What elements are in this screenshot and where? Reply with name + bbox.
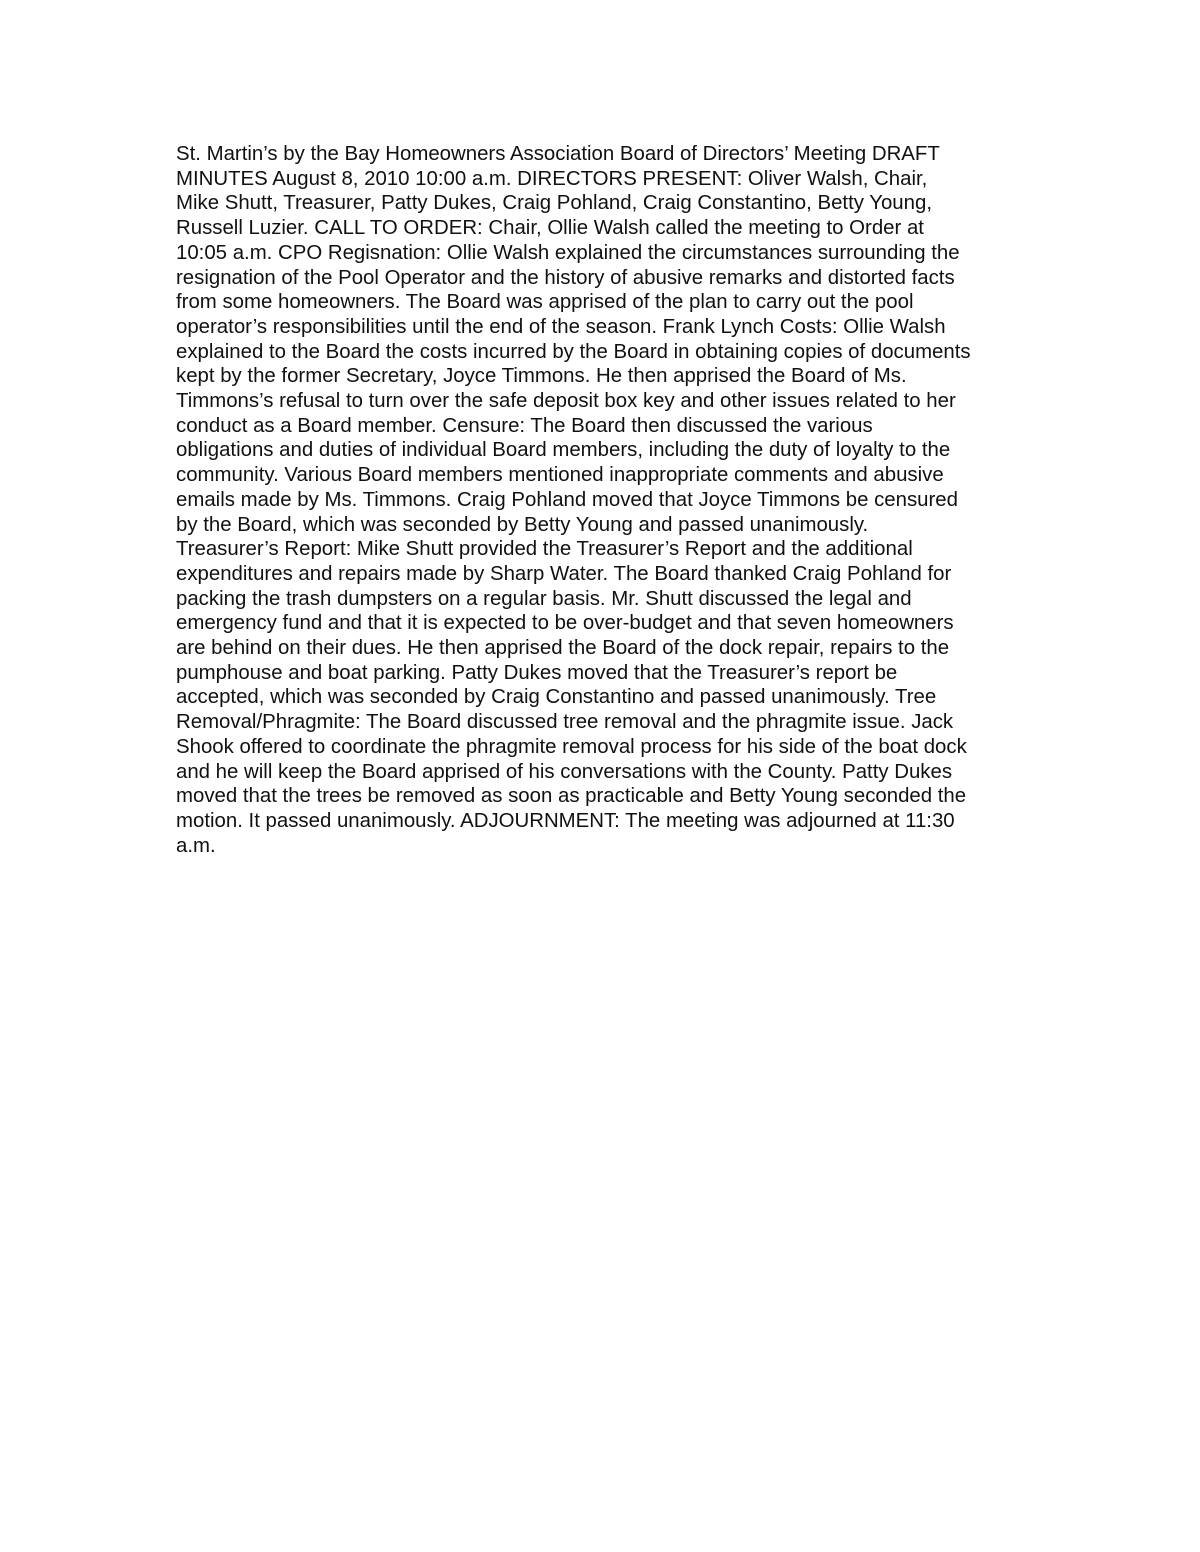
text-line: emails made by Ms. Timmons. Craig Pohland moved that Joyce Timmons be censured [176,488,958,511]
text-line: motion. It passed unanimously. ADJOURNMENT: The meeting was adjourned at 11:30 [176,809,955,832]
text-line: explained to the Board the costs incurred by the Board in obtaining copies of documents [176,340,971,363]
text-line: packing the trash dumpsters on a regular basis. Mr. Shutt discussed the legal and [176,587,912,610]
text-line: accepted, which was seconded by Craig Constantino and passed unanimously. Tree [176,686,937,709]
text-line: expenditures and repairs made by Sharp Water. The Board thanked Craig Pohland for [176,562,952,585]
text-line: Mike Shutt, Treasurer, Patty Dukes, Craig Pohland, Craig Constantino, Betty Young, [176,192,932,215]
text-line: Shook offered to coordinate the phragmite removal process for his side of the boat dock [176,735,967,758]
text-line: Treasurer’s Report: Mike Shutt provided the Treasurer’s Report and the additional [176,538,913,561]
text-line: and he will keep the Board apprised of his conversations with the County. Patty Dukes [176,760,953,783]
text-line: a.m. [176,834,216,857]
text-line: obligations and duties of individual Board members, including the duty of loyalty to the [176,439,951,462]
text-line: Russell Luzier. CALL TO ORDER: Chair, Ollie Walsh called the meeting to Order at [176,217,924,240]
meeting-minutes-text [176,142,1036,858]
text-line: emergency fund and that it is expected to be over-budget and that seven homeowners [176,612,954,635]
text-line: resignation of the Pool Operator and the history of abusive remarks and distorted facts [176,266,955,289]
text-line: 10:05 a.m. CPO Regisnation: Ollie Walsh explained the circumstances surrounding the [176,241,960,264]
text-line: community. Various Board members mentioned inappropriate comments and abusive [176,464,944,487]
text-line: Removal/Phragmite: The Board discussed tree removal and the phragmite issue. Jack [176,711,954,734]
text-line: conduct as a Board member. Censure: The Board then discussed the various [176,414,873,437]
text-line: operator’s responsibilities until the end of the season. Frank Lynch Costs: Ollie Walsh [176,315,946,338]
text-line: MINUTES August 8, 2010 10:00 a.m. DIRECTORS PRESENT: Oliver Walsh, Chair, [176,167,928,190]
text-line: are behind on their dues. He then apprised the Board of the dock repair, repairs to the [176,637,950,660]
text-line: St. Martin’s by the Bay Homeowners Association Board of Directors’ Meeting DRAFT [176,143,940,165]
text-line: Timmons’s refusal to turn over the safe deposit box key and other issues related to her [176,390,956,413]
text-line: kept by the former Secretary, Joyce Timmons. He then apprised the Board of Ms. [176,365,907,388]
text-line: from some homeowners. The Board was apprised of the plan to carry out the pool [176,291,914,314]
text-line: pumphouse and boat parking. Patty Dukes moved that the Treasurer’s report be [176,661,898,684]
text-line: moved that the trees be removed as soon as practicable and Betty Young seconded the [176,785,967,808]
text-line: by the Board, which was seconded by Betty Young and passed unanimously. [176,513,869,536]
